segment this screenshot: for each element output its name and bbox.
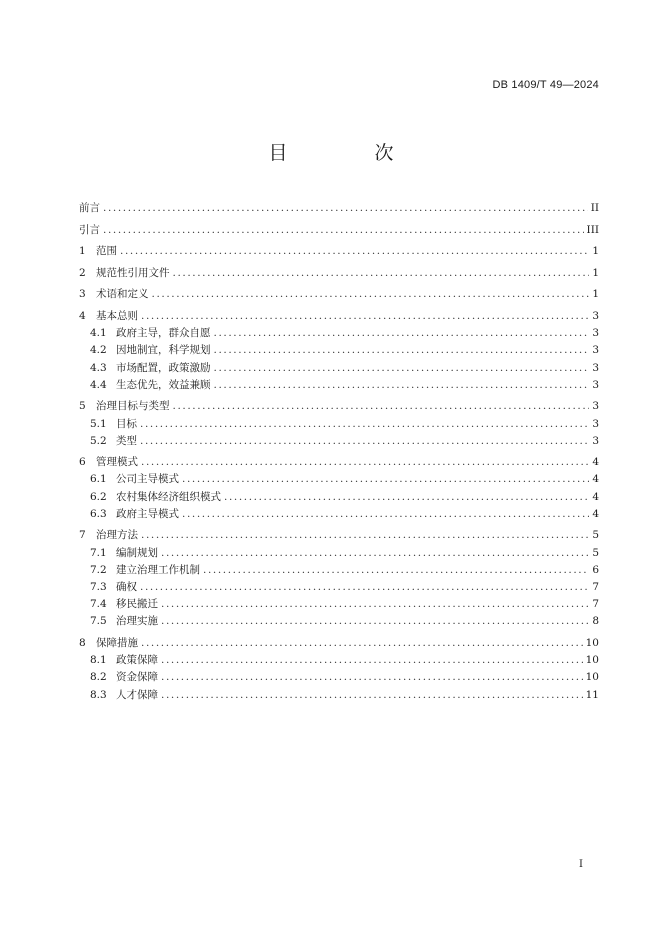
toc-entry-label: 治理实施 <box>116 615 158 628</box>
toc-entry-page: 3 <box>592 361 599 374</box>
toc-entry-label: 类型 <box>116 434 137 447</box>
toc-entry-number: 8 <box>79 636 86 649</box>
toc-entry[interactable] <box>79 688 599 702</box>
toc-entry[interactable] <box>79 378 599 392</box>
toc-entry-label: 政策保障 <box>116 654 158 667</box>
toc-entry-number: 6.3 <box>90 507 107 520</box>
page-number: I <box>579 859 583 870</box>
toc-entry-label: 政府主导模式 <box>116 507 179 520</box>
toc-entry[interactable] <box>79 343 599 357</box>
toc-leader-dots <box>161 546 589 560</box>
toc-leader-dots <box>182 472 589 486</box>
toc-entry-number: 7.3 <box>90 581 107 593</box>
toc-entry-number: 3 <box>79 288 86 301</box>
toc-entry-page: 10 <box>585 636 599 649</box>
toc-entry-number: 7.2 <box>90 563 107 576</box>
toc-entry-page: 3 <box>592 434 599 447</box>
toc-leader-dots <box>141 309 589 323</box>
toc-entry[interactable] <box>79 670 599 684</box>
document-code: DB 1409/T 49—2024 <box>492 79 599 91</box>
toc-leader-dots <box>140 434 589 448</box>
toc-leader-dots <box>161 688 583 702</box>
toc-leader-dots <box>173 399 590 413</box>
toc-entry-page: 3 <box>592 327 599 340</box>
toc-entry-label: 人才保障 <box>116 688 158 701</box>
toc-entry-number: 4.2 <box>90 344 107 357</box>
toc-entry-page: 10 <box>585 654 599 667</box>
toc-leader-dots <box>214 361 590 375</box>
toc-entry-number: 7.4 <box>90 598 107 611</box>
toc-entry-number: 8.1 <box>90 654 107 667</box>
toc-entry-page: 5 <box>592 546 599 559</box>
toc-entry[interactable] <box>79 326 599 340</box>
toc-entry-label: 因地制宜，科学规划 <box>116 344 211 357</box>
toc-entry-label: 规范性引用文件 <box>96 266 170 279</box>
toc-entry-page: 3 <box>592 400 599 413</box>
toc-entry[interactable] <box>79 580 599 594</box>
toc-leader-dots <box>120 244 589 258</box>
toc-entry-page: 8 <box>592 615 599 628</box>
toc-entry-page: 4 <box>592 473 599 486</box>
toc-entry[interactable] <box>79 266 599 280</box>
toc-leader-dots <box>103 201 588 215</box>
toc-leader-dots <box>141 455 589 469</box>
toc-entry[interactable] <box>79 223 599 237</box>
toc-entry[interactable] <box>79 309 599 323</box>
toc-entry[interactable] <box>79 287 599 301</box>
toc-entry-label: 目标 <box>116 417 137 430</box>
toc-entry[interactable] <box>79 490 599 504</box>
table-of-contents <box>79 201 599 702</box>
toc-entry[interactable] <box>79 472 599 486</box>
toc-entry[interactable] <box>79 563 599 577</box>
toc-entry[interactable] <box>79 546 599 560</box>
toc-leader-dots <box>140 417 589 431</box>
toc-entry[interactable] <box>79 528 599 542</box>
toc-entry-page: II <box>590 202 599 214</box>
toc-entry[interactable] <box>79 597 599 611</box>
toc-entry[interactable] <box>79 361 599 375</box>
toc-entry[interactable] <box>79 201 599 215</box>
toc-entry-page: 3 <box>592 378 599 391</box>
toc-leader-dots <box>161 670 583 684</box>
toc-entry-label: 保障措施 <box>96 636 138 649</box>
toc-entry[interactable] <box>79 614 599 628</box>
toc-entry-page: 7 <box>592 598 599 611</box>
toc-entry-label: 资金保障 <box>116 671 158 684</box>
toc-entry-label: 公司主导模式 <box>116 473 179 486</box>
toc-leader-dots <box>103 223 584 237</box>
toc-entry-number: 7.5 <box>90 615 107 628</box>
toc-leader-dots <box>161 597 589 611</box>
toc-entry-number: 4.3 <box>90 361 107 374</box>
toc-entry-page: 4 <box>592 490 599 503</box>
toc-entry-label: 建立治理工作机制 <box>116 563 200 576</box>
toc-leader-dots <box>141 636 583 650</box>
toc-entry-page: 4 <box>592 456 599 469</box>
toc-entry-number: 6 <box>79 456 86 469</box>
toc-entry-label: 农村集体经济组织模式 <box>116 490 221 503</box>
toc-entry-page: 1 <box>592 245 599 258</box>
toc-leader-dots <box>203 563 589 577</box>
toc-entry-number: 6.2 <box>90 490 107 503</box>
toc-entry-label: 前言 <box>79 202 100 214</box>
toc-entry-number: 5 <box>79 400 86 413</box>
toc-entry-page: 1 <box>592 288 599 301</box>
toc-entry-label: 移民搬迁 <box>116 598 158 611</box>
toc-entry-page: 11 <box>585 688 599 701</box>
toc-entry-page: 3 <box>592 344 599 357</box>
toc-leader-dots <box>141 528 589 542</box>
toc-leader-dots <box>152 287 590 301</box>
toc-entry[interactable] <box>79 507 599 521</box>
toc-entry[interactable] <box>79 399 599 413</box>
toc-entry-label: 术语和定义 <box>96 288 149 301</box>
toc-entry-page: 3 <box>592 417 599 430</box>
toc-entry-label: 市场配置，政策激励 <box>116 361 211 374</box>
toc-entry-page: 10 <box>585 671 599 684</box>
toc-entry-label: 基本总则 <box>96 309 138 322</box>
toc-leader-dots <box>182 507 589 521</box>
toc-entry-page: 1 <box>592 266 599 279</box>
toc-entry-number: 8.3 <box>90 688 107 701</box>
toc-leader-dots <box>140 580 589 594</box>
toc-entry-number: 4.1 <box>90 327 107 340</box>
toc-leader-dots <box>161 653 583 667</box>
toc-entry-number: 7.1 <box>90 546 107 559</box>
toc-leader-dots <box>214 326 590 340</box>
toc-entry-page: 3 <box>592 309 599 322</box>
toc-entry[interactable] <box>79 455 599 469</box>
toc-entry-number: 4.4 <box>90 378 107 391</box>
toc-entry[interactable] <box>79 636 599 650</box>
toc-leader-dots <box>224 490 589 504</box>
toc-entry-page: III <box>586 223 599 236</box>
toc-leader-dots <box>173 266 590 280</box>
toc-entry-number: 4 <box>79 309 86 322</box>
toc-entry-page: 4 <box>592 507 599 520</box>
toc-entry-label: 政府主导，群众自愿 <box>116 327 211 340</box>
toc-entry-label: 管理模式 <box>96 456 138 469</box>
toc-entry-number: 6.1 <box>90 473 107 486</box>
page-title: 目 次 <box>268 142 428 164</box>
toc-entry-number: 1 <box>79 245 86 258</box>
toc-leader-dots <box>214 378 590 392</box>
toc-entry[interactable] <box>79 434 599 448</box>
toc-entry[interactable] <box>79 653 599 667</box>
toc-entry-label: 引言 <box>79 223 100 236</box>
toc-leader-dots <box>161 614 589 628</box>
toc-entry-label: 治理方法 <box>96 529 138 542</box>
toc-entry-number: 5.2 <box>90 434 107 447</box>
toc-entry-label: 生态优先，效益兼顾 <box>116 378 211 391</box>
toc-entry-number: 5.1 <box>90 417 107 430</box>
toc-entry-page: 5 <box>592 529 599 542</box>
toc-entry-label: 治理目标与类型 <box>96 400 170 413</box>
toc-entry[interactable] <box>79 417 599 431</box>
toc-entry-label: 范围 <box>96 245 117 258</box>
toc-entry[interactable] <box>79 244 599 258</box>
toc-leader-dots <box>214 343 590 357</box>
toc-entry-page: 6 <box>592 563 599 576</box>
toc-entry-number: 7 <box>79 529 86 542</box>
toc-entry-label: 确权 <box>116 581 137 593</box>
toc-entry-number: 8.2 <box>90 671 107 684</box>
toc-entry-page: 7 <box>592 581 599 593</box>
toc-entry-label: 编制规划 <box>116 546 158 559</box>
toc-entry-number: 2 <box>79 266 86 279</box>
